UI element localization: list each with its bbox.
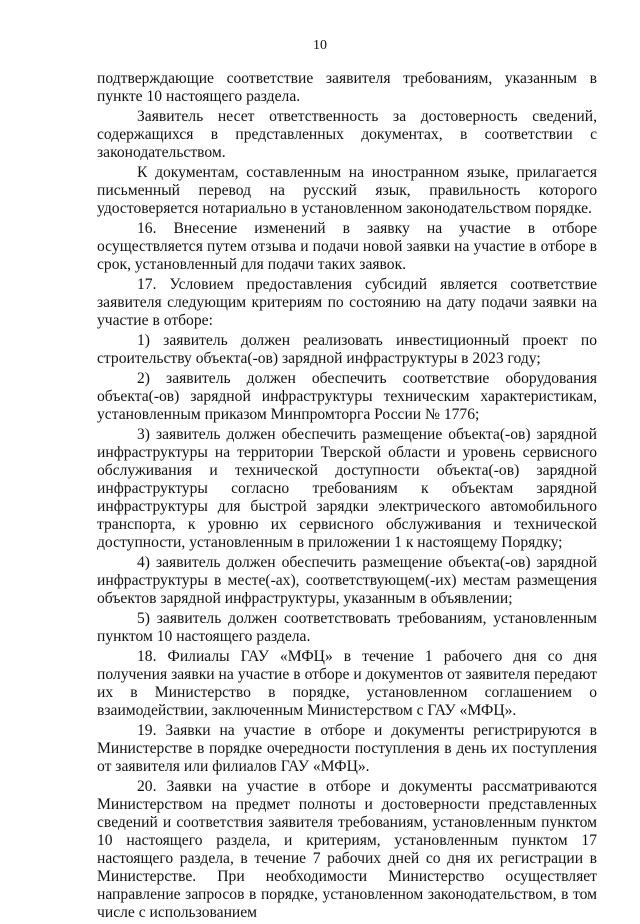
paragraph-16: 16. Внесение изменений в заявку на участие в отборе осуществляется путем отзыва и подачи новой заявки на участие в отборе в срок, установленный для подачи таких заявок. — [97, 220, 597, 273]
document-body — [97, 70, 597, 924]
paragraph-responsibility: Заявитель несет ответственность за достоверность сведений, содержащихся в представленных документах, в соответствии с законодательством. — [97, 108, 597, 161]
paragraph-18: 18. Филиалы ГАУ «МФЦ» в течение 1 рабочего дня со дня получения заявки на участие в отборе и документов от заявителя передают их в Министерство в порядке, установленном соглашением о взаимодействии, заключенным Министерством с ГАУ «МФЦ». — [97, 648, 597, 719]
paragraph-continuation: подтверждающие соответствие заявителя требованиям, указанным в пункте 10 настоящего раздела. — [97, 70, 597, 105]
paragraph-17: 17. Условием предоставления субсидий является соответствие заявителя следующим критериям по состоянию на дату подачи заявки на участие в отборе: — [97, 276, 597, 329]
page-number: 10 — [313, 38, 327, 53]
paragraph-19: 19. Заявки на участие в отборе и документы регистрируются в Министерстве в порядке очередности поступления в день их поступления от заявителя или филиалов ГАУ «МФЦ». — [97, 722, 597, 775]
criterion-4: 4) заявитель должен обеспечить размещение объекта(-ов) зарядной инфраструктуры в месте(-ах), соответствующем(-их) местам размещения объектов зарядной инфраструктуры, указанным в объявлении; — [97, 554, 597, 607]
paragraph-translation: К документам, составленным на иностранном языке, прилагается письменный перевод на русский язык, правильность которого удостоверяется нотариально в установленном законодательством порядке. — [97, 164, 597, 217]
paragraph-20: 20. Заявки на участие в отборе и документы рассматриваются Министерством на предмет полноты и достоверности представленных сведений и соответствия заявителя требованиям, установленным пунктом 10 настоящего раздела, и критериям, установленным пунктом 17 настоящего раздела, в течение 7 рабочих дней со дня их регистрации в Министерстве. При необходимости Министерство осуществляет направление запросов в порядке, установленном законодательством, в том числе с использованием — [97, 778, 597, 921]
criterion-5: 5) заявитель должен соответствовать требованиям, установленным пунктом 10 настоящего раздела. — [97, 610, 597, 645]
criterion-1: 1) заявитель должен реализовать инвестиционный проект по строительству объекта(-ов) зарядной инфраструктуры в 2023 году; — [97, 332, 597, 367]
criterion-3: 3) заявитель должен обеспечить размещение объекта(-ов) зарядной инфраструктуры на территории Тверской области и уровень сервисного обслуживания и технической доступности объекта(-ов) зарядной инфраструктуры согласно требованиям к объектам зарядной инфраструктуры для быстрой зарядки электрического автомобильного транспорта, к уровню их сервисного обслуживания и технической доступности, установленным в приложении 1 к настоящему Порядку; — [97, 426, 597, 551]
criterion-2: 2) заявитель должен обеспечить соответствие оборудования объекта(-ов) зарядной инфраструктуры техническим характеристикам, установленным приказом Минпромторга России № 1776; — [97, 370, 597, 423]
